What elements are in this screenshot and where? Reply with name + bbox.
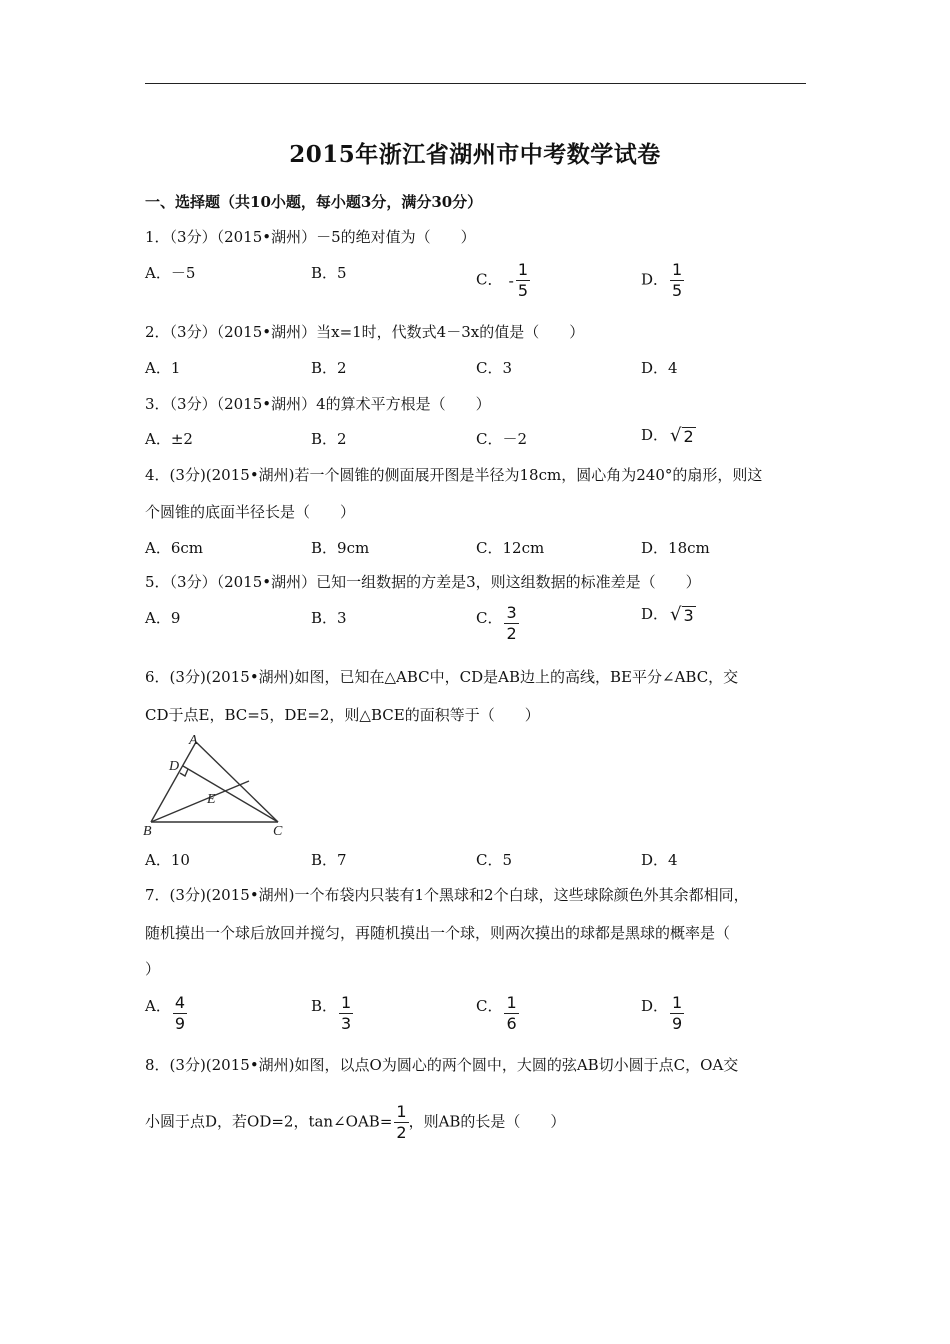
fraction-numerator: 3 (506, 603, 517, 622)
q1-option-d-label: D． (641, 270, 669, 289)
q7-option-b-fraction (339, 995, 353, 1032)
fraction-denominator: 3 (341, 1014, 352, 1033)
header-rule (145, 83, 806, 84)
q7-option-b-label: B． (311, 997, 338, 1015)
fraction-numerator: 1 (672, 993, 683, 1012)
q3-option-d-sqrt (670, 427, 696, 446)
page-title: 2015年浙江省湖州市中考数学试卷 (289, 141, 661, 168)
q6-stem-line1: 6．(3分)(2015•湖州)如图，已知在△ABC中，CD是AB边上的高线，BE平分∠ABC，交 (145, 668, 739, 686)
q5-option-c (476, 603, 519, 643)
q8-stem-line1: 8．(3分)(2015•湖州)如图，以点O为圆心的两个圆中，大圆的弦AB切小圆于点C，OA交 (145, 1056, 739, 1074)
fraction-numerator: 1 (341, 993, 352, 1012)
q7-option-a (145, 995, 187, 1032)
fraction-denominator: 9 (672, 1014, 683, 1033)
q4-option-b: B．9cm (311, 539, 370, 557)
fraction-numerator: 1 (517, 260, 529, 279)
label-e: E (207, 792, 216, 807)
fraction-numerator: 1 (672, 260, 683, 279)
q8-tan-fraction (394, 1104, 408, 1141)
q2-option-a: A．1 (145, 359, 181, 377)
q4-option-c: C．12cm (476, 539, 545, 557)
q5-option-c-fraction (504, 605, 518, 642)
segment-cd (183, 766, 278, 822)
q3-option-d (641, 424, 696, 445)
right-angle-mark (180, 769, 188, 776)
q1-option-b: B．5 (311, 264, 347, 282)
fraction-denominator: 5 (517, 281, 529, 300)
fraction-denominator: 9 (174, 1014, 186, 1033)
q7-option-c-fraction (504, 995, 518, 1032)
label-d: D (169, 759, 180, 774)
q6-option-c: C．5 (476, 851, 513, 869)
q1-option-a: A．－5 (145, 264, 196, 282)
q4-stem-line2: 个圆锥的底面半径长是（ ） (145, 503, 356, 521)
fraction-numerator: 1 (506, 993, 517, 1012)
q7-stem-line1: 7．(3分)(2015•湖州)一个布袋内只装有1个黑球和2个白球，这些球除颜色外其余都相同， (145, 886, 749, 904)
q8-stem-line2 (145, 1104, 565, 1141)
q8-stem-line2-post: ，则AB的长是（ ） (408, 1112, 566, 1131)
fraction-denominator: 2 (396, 1123, 407, 1142)
q5-option-a: A．9 (145, 609, 181, 627)
q6-option-d: D．4 (641, 851, 678, 869)
q1-option-c-sign: - (508, 271, 514, 290)
q5-stem: 5．（3分）（2015•湖州）已知一组数据的方差是3，则这组数据的标准差是（ ） (145, 573, 701, 591)
q3-option-d-label: D． (641, 426, 669, 444)
q3-option-a: A．±2 (145, 430, 193, 448)
q6-option-a: A．10 (145, 851, 190, 869)
segment-ac (196, 742, 278, 822)
q7-option-d-label: D． (641, 997, 669, 1015)
radicand: 2 (683, 426, 694, 446)
q7-option-c (476, 995, 519, 1032)
q3-option-b: B．2 (311, 430, 347, 448)
q5-option-d-label: D． (641, 605, 669, 623)
q4-option-d: D．18cm (641, 539, 710, 557)
q7-option-a-fraction (173, 995, 187, 1032)
q1-option-c (476, 262, 530, 299)
q7-option-a-label: A． (145, 997, 171, 1015)
q5-option-c-label: C． (476, 609, 503, 627)
fraction-numerator: 4 (174, 993, 186, 1012)
q1-option-c-label: C． (476, 270, 503, 289)
fraction-denominator: 6 (506, 1014, 517, 1033)
q5-option-d-sqrt (670, 606, 696, 625)
q2-stem: 2．（3分）（2015•湖州）当x=1时，代数式4－3x的值是（ ） (145, 323, 585, 341)
q7-option-b (311, 995, 353, 1032)
q1-option-c-fraction (516, 262, 530, 299)
fraction-numerator: 1 (396, 1102, 407, 1121)
q1-option-d (641, 262, 684, 299)
q7-option-d-fraction (670, 995, 684, 1032)
segment-be (151, 781, 249, 822)
fraction-denominator: 2 (506, 624, 517, 643)
q8-stem-line2-pre: 小圆于点D，若OD=2，tan∠OAB= (145, 1112, 393, 1131)
q1-stem: 1．（3分）（2015•湖州）－5的绝对值为（ ） (145, 228, 476, 246)
q1-option-d-fraction (670, 262, 684, 299)
radicand: 3 (683, 605, 694, 625)
label-a: A (189, 733, 198, 748)
segment-ab (151, 742, 196, 822)
q5-option-b: B．3 (311, 609, 347, 627)
q3-option-c: C．－2 (476, 430, 528, 448)
q3-stem: 3．（3分）（2015•湖州）4的算术平方根是（ ） (145, 395, 491, 413)
section-heading: 一、选择题（共10小题，每小题3分，满分30分） (145, 193, 483, 211)
label-c: C (273, 824, 283, 837)
q2-option-c: C．3 (476, 359, 513, 377)
q4-stem-line1: 4．(3分)(2015•湖州)若一个圆锥的侧面展开图是半径为18cm，圆心角为240°的扇形，则这 (145, 466, 763, 484)
radical-sign: √ (670, 604, 682, 626)
q7-option-c-label: C． (476, 997, 503, 1015)
q7-option-d (641, 995, 684, 1032)
q6-option-b: B．7 (311, 851, 347, 869)
q7-stem-line2: 随机摸出一个球后放回并搅匀，再随机摸出一个球，则两次摸出的球都是黑球的概率是（ (145, 924, 731, 942)
fraction-denominator: 5 (672, 281, 683, 300)
q5-option-d (641, 603, 696, 624)
triangle-figure (143, 732, 293, 837)
q4-option-a: A．6cm (145, 539, 204, 557)
label-b: B (143, 824, 152, 837)
q2-option-d: D．4 (641, 359, 678, 377)
q7-stem-line3: ） (145, 960, 161, 978)
radical-sign: √ (670, 425, 682, 447)
q6-stem-line2: CD于点E，BC=5，DE=2，则△BCE的面积等于（ ） (145, 706, 540, 724)
q2-option-b: B．2 (311, 359, 347, 377)
